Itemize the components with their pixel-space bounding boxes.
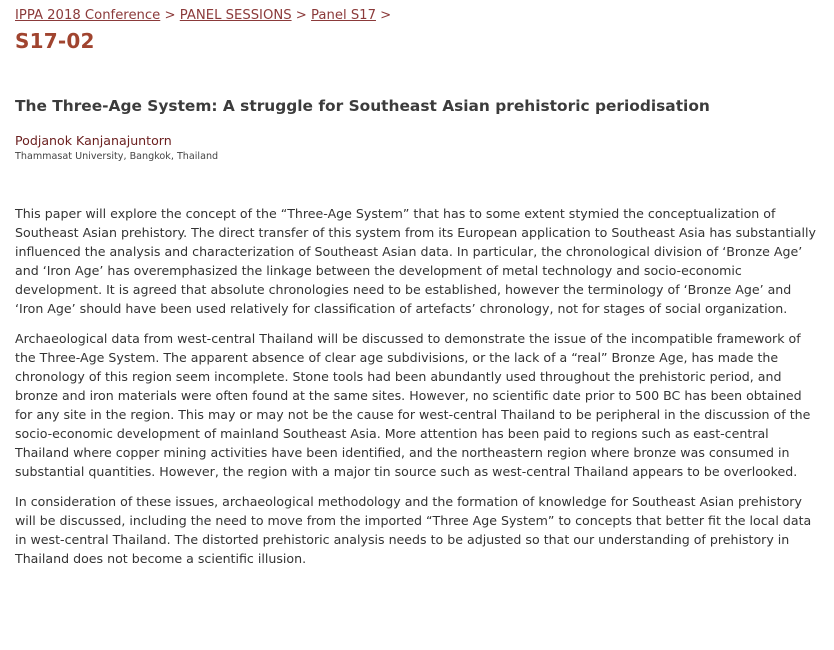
author-name: Podjanok Kanjanajuntorn	[15, 133, 172, 148]
breadcrumb-link-conference[interactable]: IPPA 2018 Conference	[15, 8, 161, 23]
abstract-paragraph: In consideration of these issues, archaeological methodology and the formation of knowledge for Southeast Asian prehistory will be discussed, including the need to move from the imported “Three Age System” to concepts that better fit the local data in west-central Thailand. The distorted prehistoric analysis needs to be adjusted so that our understanding of prehistory in Thailand does not become a scientific illusion.	[15, 494, 812, 566]
breadcrumb-separator: >	[295, 8, 307, 23]
session-code: S17-02	[15, 29, 95, 53]
breadcrumb-separator: >	[164, 8, 176, 23]
abstract	[15, 204, 819, 568]
abstract-paragraph: Archaeological data from west-central Thailand will be discussed to demonstrate the issue of the incompatible framework of the Three-Age System. The apparent absence of clear age subdivisions, or the lack of a “real” Bronze Age, has made the chronology of this region seem incomplete. Stone tools had been abundantly used throughout the prehistoric period, and bronze and iron materials were often found at the same sites. However, no scientific date prior to 500 BC has been obtained for any site in the region. This may or may not be the cause for west-central Thailand to be peripheral in the discussion of the socio-economic development of mainland Southeast Asia. More attention has been paid to regions such as east-central Thailand where copper mining activities have been identified, and the northeastern region where bronze was consumed in substantial quantities. However, the region with a major tin source such as west-central Thailand appears to be overlooked.	[15, 331, 811, 479]
paper-title: The Three-Age System: A struggle for Southeast Asian prehistoric periodisation	[15, 97, 710, 115]
abstract-paragraph: This paper will explore the concept of the “Three-Age System” that has to some extent stymied the conceptualization of Southeast Asian prehistory. The direct transfer of this system from its European application to Southeast Asia has substantially influenced the analysis and characterization of Southeast Asian data. In particular, the chronological division of ‘Bronze Age’ and ‘Iron Age’ has overemphasized the linkage between the development of metal technology and socio-economic development. It is agreed that absolute chronologies need to be established, however the terminology of ‘Bronze Age’ and ‘Iron Age’ should have been used relatively for classification of artefacts’ chronology, not for stages of social organization.	[15, 206, 816, 316]
breadcrumb-link-panel-sessions[interactable]: PANEL SESSIONS	[179, 8, 292, 23]
breadcrumb	[15, 8, 819, 24]
author-affiliation: Thammasat University, Bangkok, Thailand	[15, 151, 219, 162]
breadcrumb-separator: >	[380, 8, 392, 23]
breadcrumb-link-panel[interactable]: Panel S17	[311, 8, 376, 23]
